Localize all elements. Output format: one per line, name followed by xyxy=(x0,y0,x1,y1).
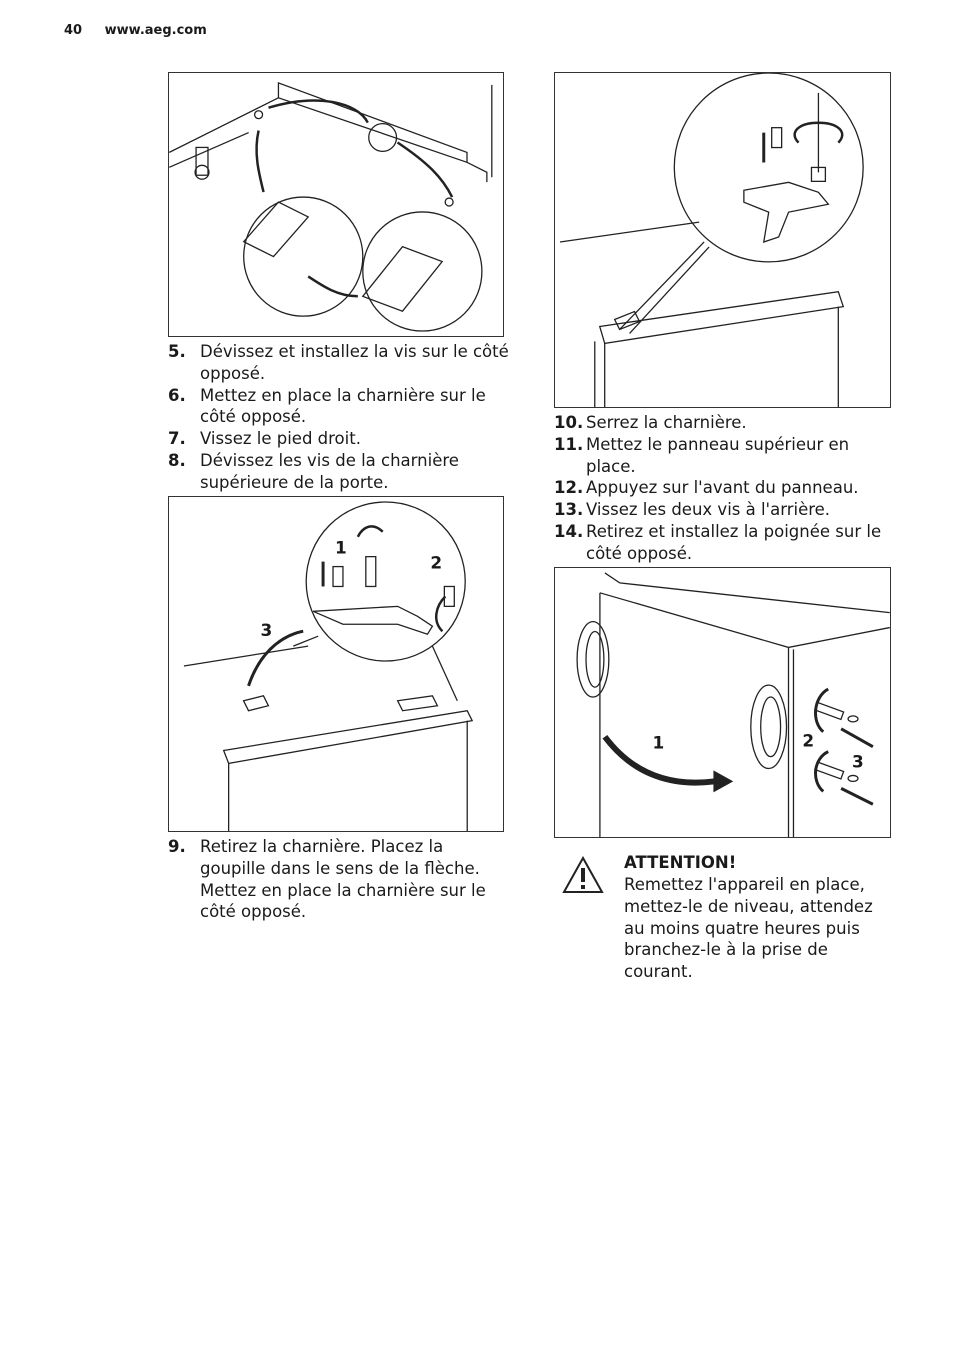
figure-hinge-bottom xyxy=(168,72,504,337)
label-step-3: 3 xyxy=(260,620,273,641)
label-step-2: 2 xyxy=(430,552,443,573)
step-text: Retirez la charnière. Placez la goupille dans le sens de la flèche. Mettez en place la charnière sur le côté opposé. xyxy=(200,837,486,922)
step-text: Serrez la charnière. xyxy=(586,413,747,432)
figure-tighten-hinge-illustration xyxy=(555,73,890,407)
step-item xyxy=(168,450,513,494)
step-text: Mettez le panneau supérieur en place. xyxy=(586,434,850,476)
step-text: Dévissez les vis de la charnière supérieure de la porte. xyxy=(200,450,459,492)
step-number: 9. xyxy=(168,837,186,856)
step-number: 8. xyxy=(168,450,186,470)
step-item xyxy=(168,836,513,923)
page-header xyxy=(64,23,207,38)
website-url[interactable]: www.aeg.com xyxy=(104,23,207,38)
step-number: 12. xyxy=(554,478,584,498)
step-text: Mettez en place la charnière sur le côté opposé. xyxy=(200,385,486,427)
step-text: Vissez les deux vis à l'arrière. xyxy=(586,500,831,520)
step-text: Retirez et installez la poignée sur le côté opposé. xyxy=(586,521,882,563)
steps-list-left-a xyxy=(168,341,513,494)
figure-hinge-bottom-illustration xyxy=(169,73,503,336)
steps-list-left-b xyxy=(168,836,513,923)
page-number: 40 xyxy=(64,23,83,38)
step-item xyxy=(554,412,899,434)
warning-title: ATTENTION! xyxy=(624,853,737,872)
step-item xyxy=(168,385,513,429)
figure-tighten-hinge xyxy=(554,72,891,408)
step-text: Appuyez sur l'avant du panneau. xyxy=(586,478,859,498)
step-number: 6. xyxy=(168,385,186,405)
warning-triangle-icon xyxy=(562,856,604,894)
step-item xyxy=(554,477,899,499)
figure-hinge-top-illustration xyxy=(169,497,503,831)
step-number: 5. xyxy=(168,342,186,361)
step-item xyxy=(554,499,899,521)
steps-list-right xyxy=(554,412,899,565)
step-item xyxy=(554,521,899,565)
label-step-2: 2 xyxy=(802,730,815,751)
step-number: 10. xyxy=(554,413,584,432)
step-number: 14. xyxy=(554,521,584,541)
figure-handle-illustration xyxy=(555,568,890,837)
step-item xyxy=(168,428,513,450)
label-step-3: 3 xyxy=(852,751,864,772)
step-text: Dévissez et installez la vis sur le côté opposé. xyxy=(200,342,509,383)
step-number: 7. xyxy=(168,429,186,449)
warning-body: Remettez l'appareil en place, mettez-le de niveau, attendez au moins quatre heures puis branchez-le à la prise de courant. xyxy=(624,875,873,982)
label-step-1: 1 xyxy=(335,537,347,558)
figure-hinge-top xyxy=(168,496,504,832)
step-number: 11. xyxy=(554,434,584,454)
label-step-1: 1 xyxy=(652,732,665,753)
step-item xyxy=(554,434,899,478)
figure-handle xyxy=(554,567,891,838)
step-number: 13. xyxy=(554,500,584,520)
step-item xyxy=(168,341,513,385)
step-text: Vissez le pied droit. xyxy=(200,429,361,449)
